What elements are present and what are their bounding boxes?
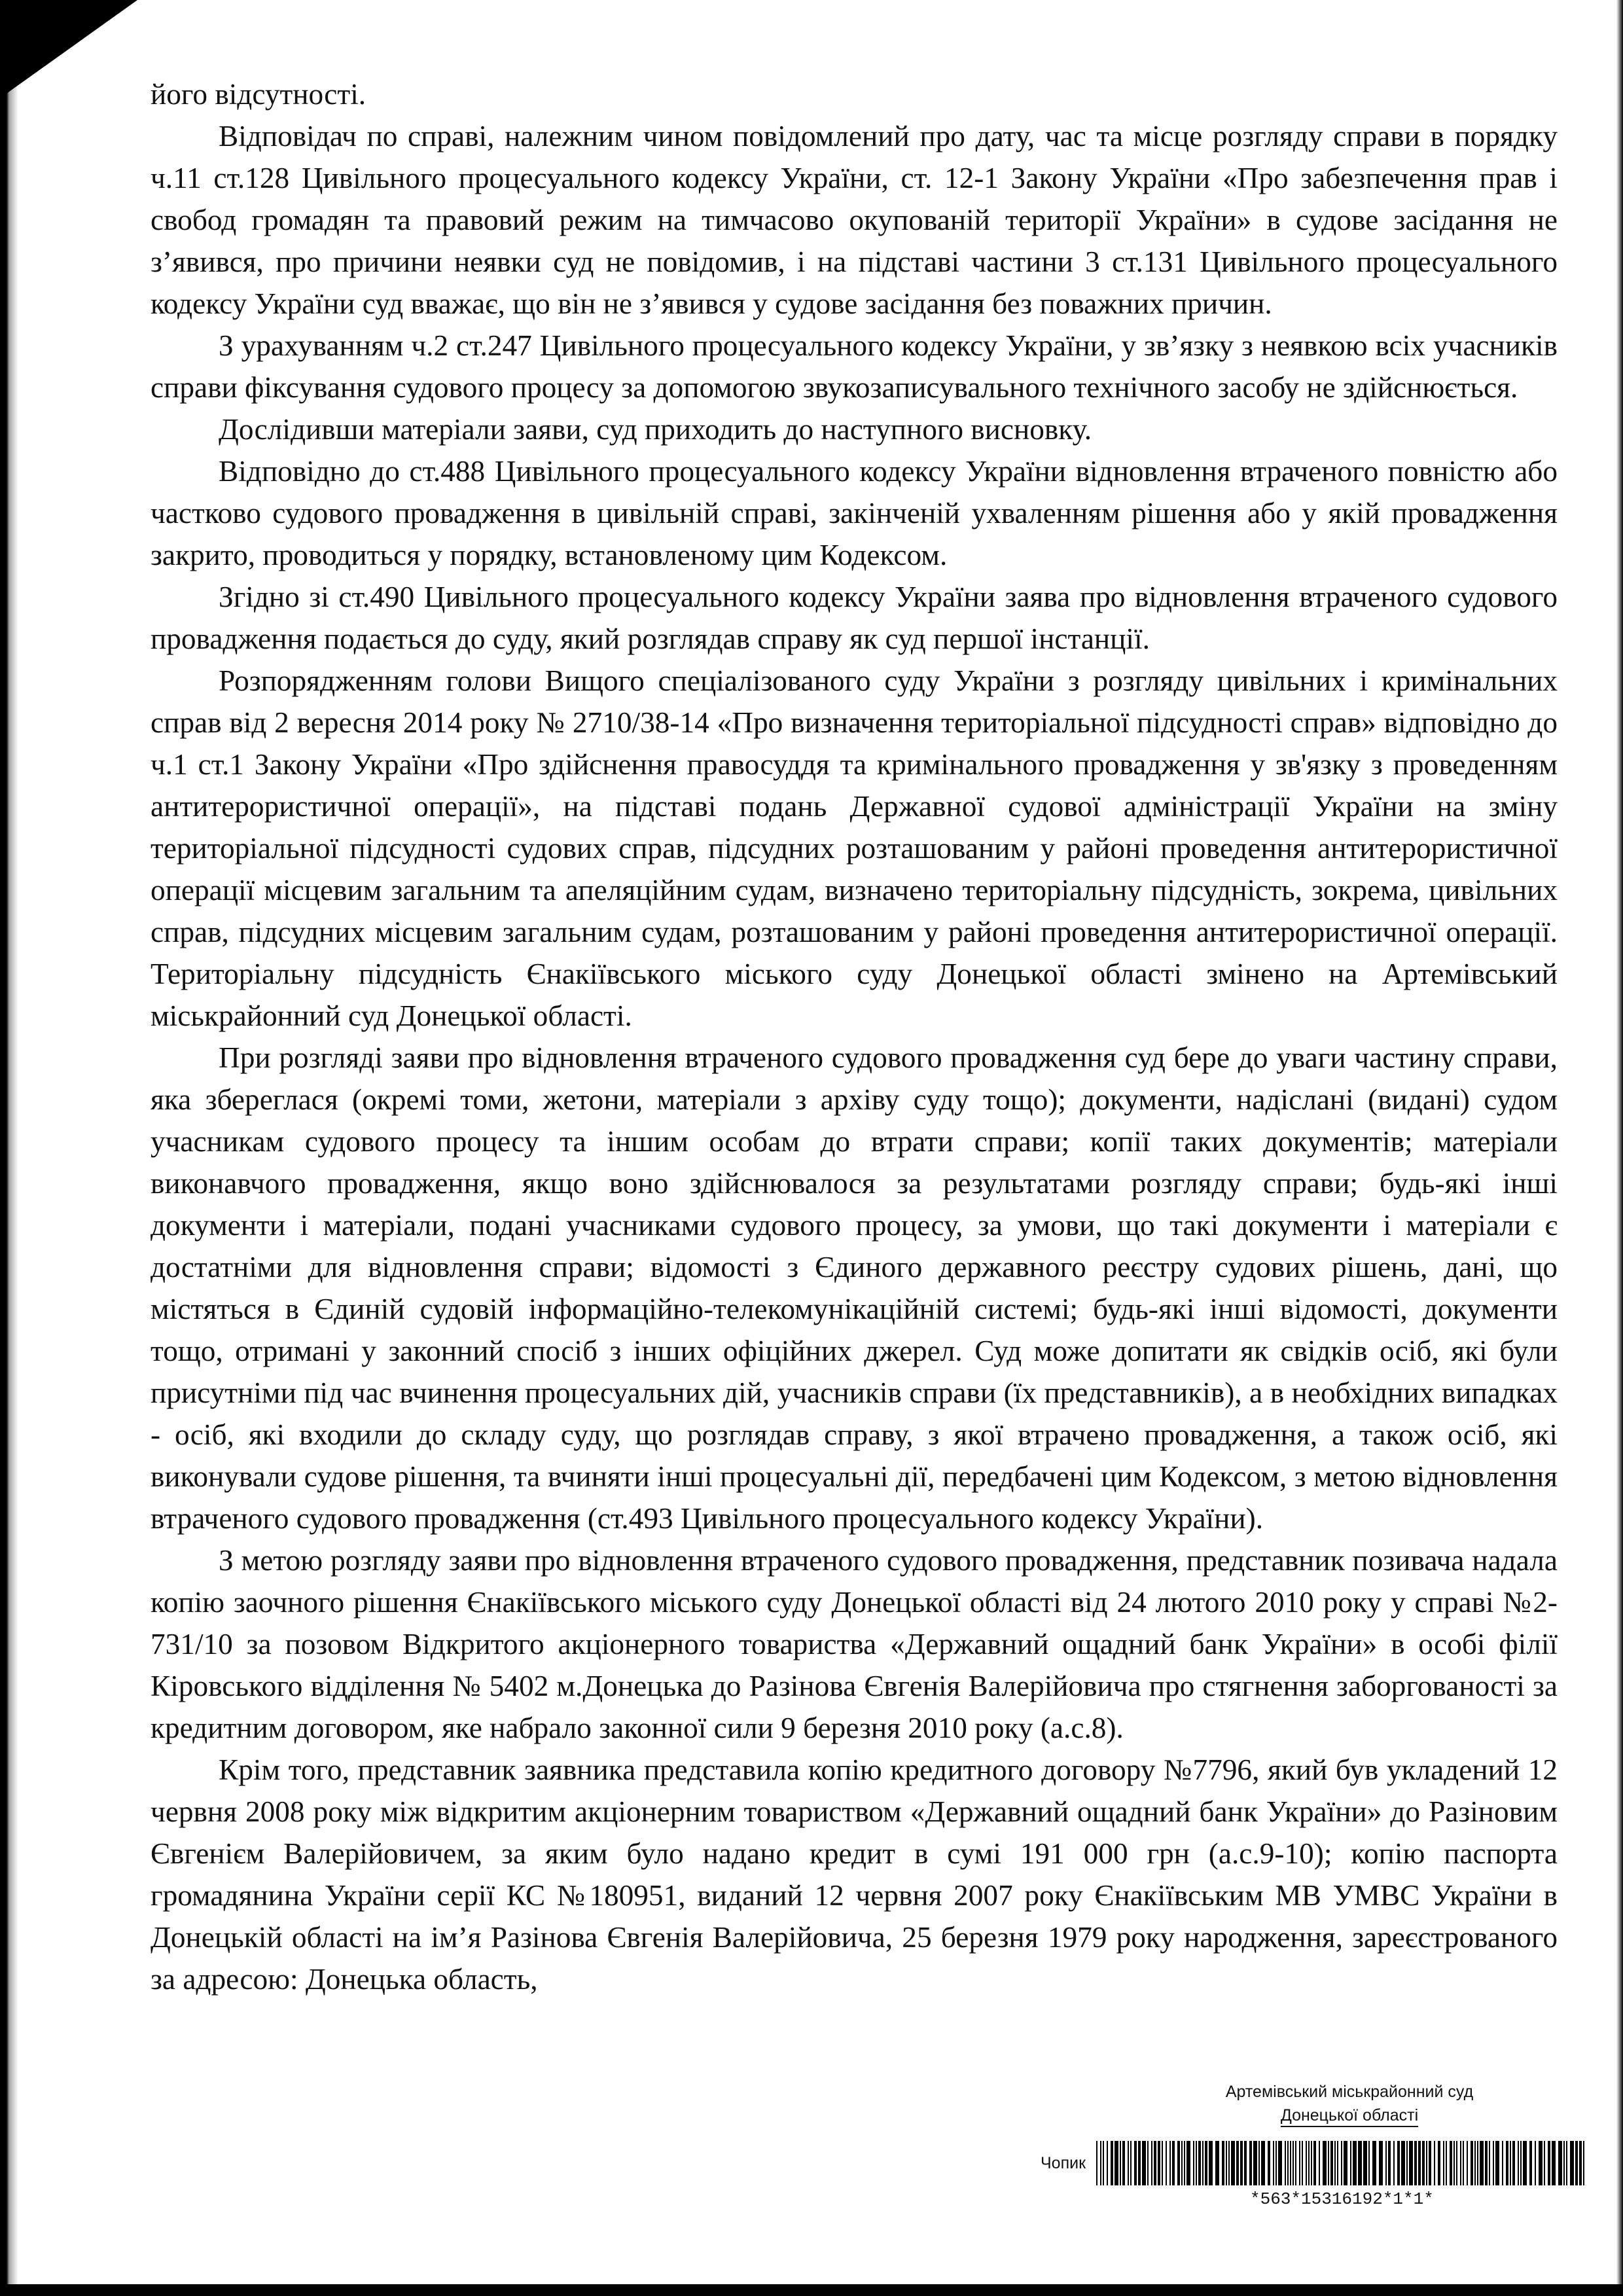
scan-right-edge — [1616, 0, 1623, 2296]
scan-bottom-edge — [0, 2284, 1623, 2296]
scan-dark-corner — [0, 0, 137, 98]
scan-left-edge — [0, 0, 18, 2296]
court-name-line1: Артемівський міськрайонний суд — [1225, 2083, 1474, 2101]
paragraph-article-488: Відповідно до ст.488 Цивільного процесуального кодексу України відновлення втраченого повністю або частково судового провадження в цивільній справі, закінченій ухваленням рішення або у якій провадження закрито, проводиться у порядку, встановленому цим Кодексом. — [151, 455, 1558, 571]
barcode-image — [1096, 2141, 1587, 2185]
paragraph-default-judgment: З метою розгляду заяви про відновлення втраченого судового провадження, представник позивача надала копію заочного рішення Єнакіївського міського суду Донецької області від 24 лютого 2010 року у справі №2-731/10 за позовом Відкритого акціонерного товариства «Державний ощадний банк України» в особі філії Кіровського відділення № 5402 м.Донецька до Разінова Євгенія Валерійовича про стягнення заборгованості за кредитним договором, яке набрало законної сили 9 березня 2010 року (а.с.8). — [151, 1544, 1558, 1744]
paragraph-conclusion-intro: Дослідивши матеріали заяви, суд приходить до наступного висновку. — [219, 413, 1092, 446]
court-stamp — [1192, 2080, 1507, 2127]
paragraph-defendant-absence: Відповідач по справі, належним чином повідомлений про дату, час та місце розгляду справи в порядку ч.11 ст.128 Цивільного процесуального кодексу України, ст. 12-1 Закону України «Про забезпечення прав і свобод громадян та правовий режим на тимчасово окупованій території України» в судове засідання не з’явився, про причини неявки суд не повідомив, і на підставі частини 3 ст.131 Цивільного процесуального кодексу України суд вважає, що він не з’явився у судове засідання без поважних причин. — [151, 120, 1558, 320]
court-name-line2: Донецької області — [1281, 2105, 1418, 2127]
paragraph-continuation: його відсутності. — [151, 78, 366, 111]
paragraph-recording: З урахуванням ч.2 ст.247 Цивільного процесуального кодексу України, у зв’язку з неявкою всіх учасників справи фіксування судового процесу за допомогою звукозаписувального технічного засобу не здійснюється. — [151, 329, 1558, 404]
paragraph-article-490: Згідно зі ст.490 Цивільного процесуального кодексу України заява про відновлення втраченого судового провадження подається до суду, який розглядав справу як суд першої інстанції. — [151, 581, 1558, 655]
paragraph-jurisdiction-order: Розпорядженням голови Вищого спеціалізованого суду України з розгляду цивільних і кримінальних справ від 2 вересня 2014 року № 2710/38-14 «Про визначення територіальної підсудності справ» відповідно до ч.1 ст.1 Закону України «Про здійснення правосуддя та кримінального провадження у зв'язку з проведенням антитерористичної операції», на підставі подань Державної судової адміністрації України на зміну територіальної підсудності судових справ, підсудних розташованим у районі проведення антитерористичної операції місцевим загальним та апеляційним судам, визначено територіальну підсудність, зокрема, цивільних справ, підсудних місцевим загальним судам, розташованим у районі проведення антитерористичної операції. Територіальну підсудність Єнакіївського міського суду Донецької області змінено на Артемівський міськрайонний суд Донецької області. — [151, 664, 1558, 1032]
barcode-number: *563*15316192*1*1* — [1250, 2189, 1434, 2209]
paragraph-article-493: При розгляді заяви про відновлення втраченого судового провадження суд бере до уваги частину справи, яка збереглася (окремі томи, жетони, матеріали з архіву суду тощо); документи, надіслані (видані) судом учасникам судового процесу та іншим особам до втрати справи; копії таких документів; матеріали виконавчого провадження, якщо воно здійснювалося за результатами розгляду справи; будь-які інші документи і матеріали, подані учасниками судового процесу, за умови, що такі документи і матеріали є достатніми для відновлення справи; відомості з Єдиного державного реєстру судових рішень, дані, що містяться в Єдиній судовій інформаційно-телекомунікаційній системі; будь-які інші відомості, документи тощо, отримані у законний спосіб з інших офіційних джерел. Суд може допитати як свідків осіб, які були присутніми під час вчинення процесуальних дій, учасників справи (їх представників), а в необхідних випадках - осіб, які входили до складу суду, що розглядав справу, з якої втрачено провадження, а також осіб, які виконували судове рішення, та вчиняти інші процесуальні дії, передбачені цим Кодексом, з метою відновлення втраченого судового провадження (ст.493 Цивільного процесуального кодексу України). — [151, 1041, 1558, 1535]
clerk-name: Чопик — [1041, 2153, 1086, 2172]
document-body — [151, 73, 1558, 2000]
paragraph-credit-agreement: Крім того, представник заявника представила копію кредитного договору №7796, який був укладений 12 червня 2008 року між відкритим акціонерним товариством «Державний ощадний банк України» до Разіновим Євгенієм Валерійовичем, за яким було надано кредит в сумі 191 000 грн (а.с.9-10); копію паспорта громадянина України серії КС №180951, виданий 12 червня 2007 року Єнакіївським МВ УМВС України в Донецькій області на ім’я Разінова Євгенія Валерійовича, 25 березня 1979 року народження, зареєстрованого за адресою: Донецька область, — [151, 1753, 1558, 1996]
barcode-row — [1041, 2140, 1590, 2186]
